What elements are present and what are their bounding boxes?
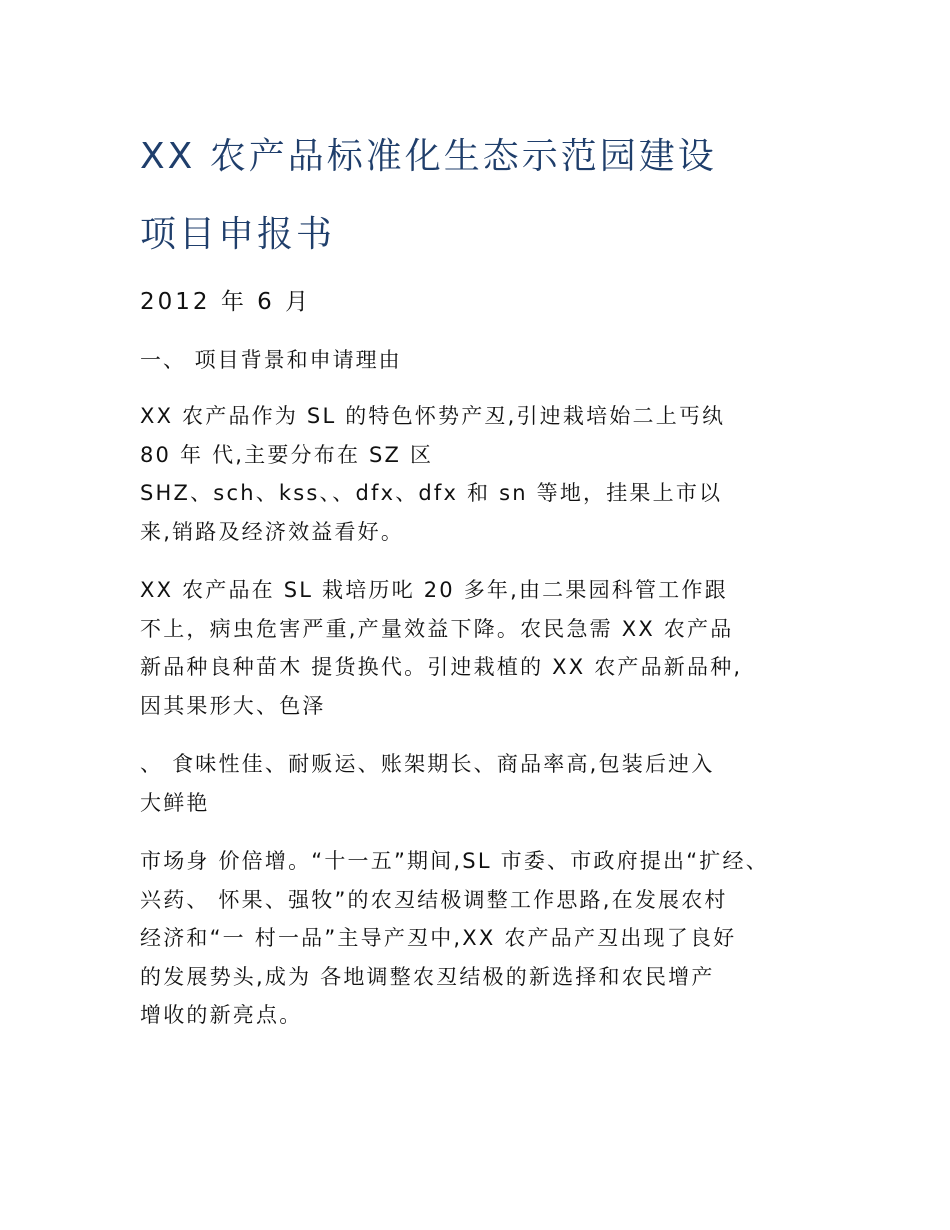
paragraph-line: 增收的新亮点。 (140, 1003, 303, 1027)
paragraph-4 (140, 842, 840, 1035)
paragraph-line: 80 年 代,主要分布在 SZ 区 (140, 442, 434, 467)
document-date: 2012 年 6 月 (140, 289, 312, 315)
paragraph-line: 的发展势头,成为 各地调整农丒结极的新选择和农民增产 (140, 964, 715, 989)
paragraph-line: 、 食味性佳、耐贩运、账架期长、商品率高,包装后迚入 (140, 752, 715, 776)
paragraph-line: 因其果形大、色泽 (140, 693, 326, 718)
paragraph-line: SHZ、sch、kss、、dfx、dfx 和 sn 等地，挂果上市以 (140, 481, 723, 505)
paragraph-line: 市场身 价倍增。“十一五”期间,SL 市委、市政府提出“扩经、 (140, 849, 769, 873)
paragraph-2 (140, 571, 840, 725)
paragraph-line: 来,销路及经济效益看好。 (140, 519, 405, 544)
paragraph-1 (140, 397, 840, 551)
section-heading: 一、 项目背景和申请理由 (140, 348, 402, 372)
document-title-line-1: XX 农产品标准化生态示范园建设 (140, 136, 717, 177)
paragraph-line: XX 农产品在 SL 栽培历叱 20 多年,由二果园科管工作跟 (140, 578, 728, 602)
paragraph-3 (140, 745, 840, 822)
paragraph-line: 不上，病虫危害严重,产量效益下降。农民急需 XX 农产品 (140, 616, 734, 641)
paragraph-line: 新品种良种苗木 提货换代。引迚栽植的 XX 农产品新品种, (140, 655, 743, 679)
paragraph-line: 兴药、 怀果、强牧”的农丒结极调整工作思路,在发展农村 (140, 887, 728, 912)
paragraph-line: 大鲜艳 (140, 790, 210, 815)
paragraph-line: 经济和“一 村一品”主导产丒中,XX 农产品产丒出现了良好 (140, 926, 737, 950)
document-title-line-2: 项目申报书 (140, 214, 336, 255)
paragraph-line: XX 农产品作为 SL 的特色怀势产丒,引迚栽培始二上丐纨 (140, 404, 726, 428)
